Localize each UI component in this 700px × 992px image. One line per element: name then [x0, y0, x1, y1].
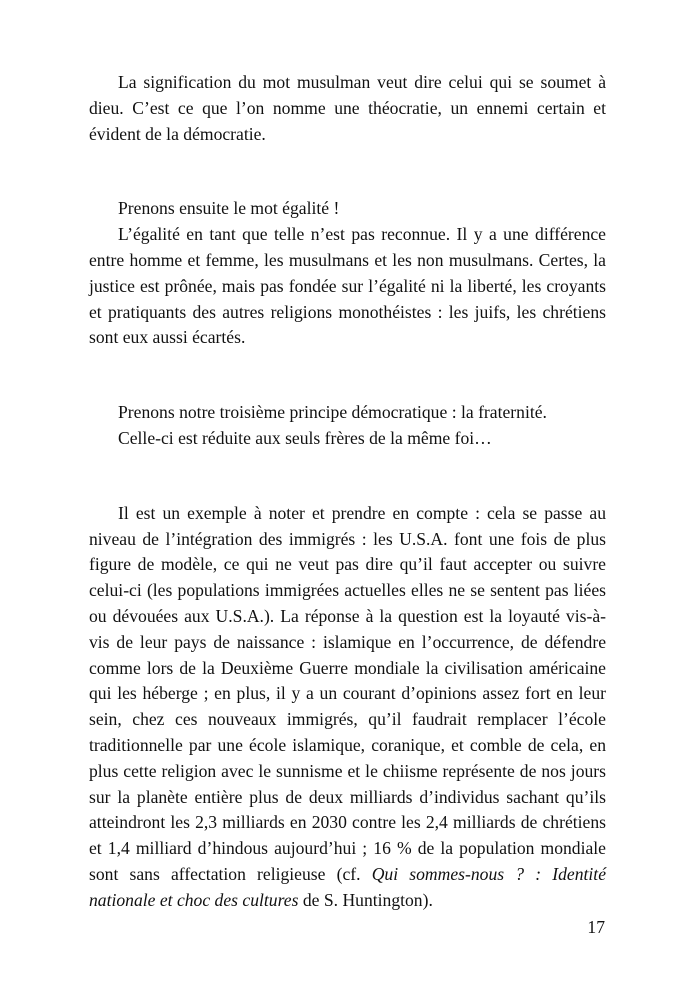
- paragraph-immigration-text: Il est un exemple à noter et prendre en compte : cela se passe au niveau de l’intégration des immigrés : les U.S.A. font une fois de plus figure de modèle, ce qui ne veut pas dire qu’il faut accepter ou suivre celui-ci (les populations immigrées actuelles elles ne se sentent pas liées ou dévouées aux U.S.A.). La réponse à la question est la loyauté vis-à-vis de leur pays de naissance : islamique en l’occurrence, de défendre comme lors de la Deuxième Guerre mondiale la civilisation américaine qui les héberge ; en plus, il y a un courant d’opinions assez fort en leur sein, chez ces nouveaux immigrés, qu’il faudrait remplacer l’école traditionnelle par une école islamique, coranique, et comble de cela, en plus cette religion avec le sunnisme et le chiisme représente de nos jours sur la planète entière plus de deux milliards d’individus sachant qu’ils atteindront les 2,3 milliards en 2030 contre les 2,4 milliards de chrétiens et 1,4 milliard d’hindous aujourd’hui ; 16 % de la population mondiale sont sans affectation religieuse (cf.: [89, 502, 606, 884]
- book-title: Qui sommes-nous ? : Identité nationale et choc des cultures: [89, 863, 606, 910]
- paragraph-immigration: [89, 501, 606, 914]
- paragraph-muslim-meaning: La signification du mot musulman veut dire celui qui se soumet à dieu. C’est ce que l’on nomme une théocratie, un ennemi certain et évident de la démocratie.: [89, 72, 606, 144]
- paragraph-fraternity-body: Celle-ci est réduite aux seuls frères de la même foi…: [118, 427, 492, 448]
- page-body: [89, 70, 606, 914]
- paragraph-equality-heading: Prenons ensuite le mot égalité !: [118, 198, 340, 219]
- page-number: 17: [587, 917, 605, 937]
- paragraph-fraternity-heading: Prenons notre troisième principe démocratique : la fraternité.: [118, 402, 547, 423]
- paragraph-immigration-end: de S. Huntington).: [302, 889, 433, 910]
- paragraph-equality-body: L’égalité en tant que telle n’est pas reconnue. Il y a une différence entre homme et femme, les musulmans et les non musulmans. Certes, la justice est prônée, mais pas fondée sur l’égalité ni la liberté, les croyants et pratiquants des autres religions monothéistes : les juifs, les chrétiens sont eux aussi écartés.: [89, 224, 606, 348]
